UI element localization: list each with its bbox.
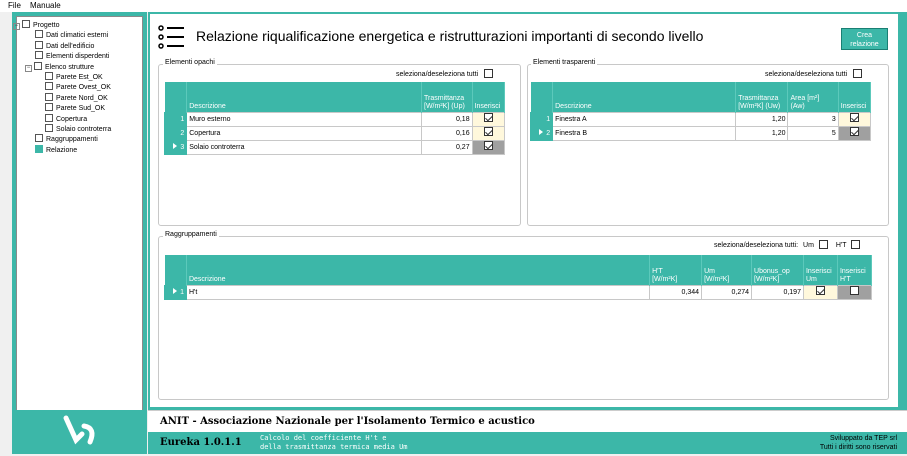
- raggruppamenti-select-all: [714, 240, 860, 249]
- cell-descrizione[interactable]: Solaio controterra: [187, 140, 422, 154]
- tree-checkbox[interactable]: [35, 30, 43, 38]
- cell-descrizione[interactable]: H't: [186, 285, 649, 299]
- cell-inserisci[interactable]: [838, 126, 870, 140]
- tree-item[interactable]: [13, 20, 59, 30]
- tree-item-label: Copertura: [56, 115, 88, 123]
- cell-trasmittanza[interactable]: 1,20: [736, 112, 788, 126]
- current-row-arrow-icon: [539, 129, 543, 135]
- row-header-corner: [531, 82, 553, 112]
- inserisci-ht-checkbox[interactable]: [850, 286, 859, 295]
- association-name: ANIT - Associazione Nazionale per l'Isolamento Termico e acustico: [160, 416, 535, 427]
- trasparenti-select-all-checkbox[interactable]: [853, 69, 862, 78]
- cell-inserisci[interactable]: [838, 112, 870, 126]
- tree-item-label: Elenco strutture: [45, 63, 95, 71]
- tree-checkbox[interactable]: [34, 62, 42, 70]
- col-inserisci: Inserisci: [838, 82, 870, 112]
- col-descrizione: Descrizione: [553, 82, 736, 112]
- select-all-um-checkbox[interactable]: [819, 240, 828, 249]
- cell-inserisci-um[interactable]: [803, 285, 837, 299]
- col-descrizione: Descrizione: [186, 255, 649, 285]
- select-all-um-label: Um: [803, 242, 814, 249]
- opachi-select-all-label: seleziona/deseleziona tutti: [396, 71, 479, 78]
- tree-item-label: Solaio controterra: [56, 126, 112, 133]
- table-row[interactable]: [531, 112, 871, 126]
- inserisci-checkbox[interactable]: [484, 127, 493, 136]
- tree-item[interactable]: [35, 134, 98, 144]
- tree-item-label: Dati dell'edificio: [46, 42, 95, 50]
- tree-checkbox[interactable]: [35, 51, 43, 59]
- trasparenti-select-all-label: seleziona/deseleziona tutti: [765, 71, 848, 78]
- crea-button-line1: Crea: [856, 32, 873, 39]
- tree-checkbox[interactable]: [22, 20, 30, 28]
- trasparenti-select-all[interactable]: [765, 69, 862, 78]
- opachi-select-all[interactable]: [396, 69, 493, 78]
- tree-checkbox[interactable]: [35, 134, 43, 142]
- col-area: Area [m²] (Aw): [788, 82, 838, 112]
- table-row[interactable]: [165, 112, 505, 126]
- tree-item-label: Parete Sud_OK: [56, 105, 106, 113]
- cell-trasmittanza[interactable]: 0,16: [422, 126, 473, 140]
- col-ht: H'T [W/m²K]: [650, 255, 702, 285]
- cell-inserisci[interactable]: [472, 112, 504, 126]
- cell-inserisci-ht[interactable]: [837, 285, 871, 299]
- collapse-icon[interactable]: −: [26, 64, 31, 71]
- col-trasmittanza: Trasmittanza [W/m²K] (Uw): [736, 82, 788, 112]
- tree-checkbox[interactable]: [45, 103, 53, 111]
- select-all-ht-label: H'T: [835, 242, 847, 249]
- cell-inserisci[interactable]: [472, 126, 504, 140]
- left-panel: [12, 12, 147, 410]
- row-header-corner: [165, 82, 187, 112]
- row-number: 2: [531, 126, 553, 140]
- tree-item[interactable]: [45, 124, 111, 134]
- tree-item-label: Progetto: [33, 22, 60, 29]
- tree-item[interactable]: [45, 72, 103, 82]
- tree-item[interactable]: [35, 30, 108, 40]
- current-row-arrow-icon: [173, 143, 177, 149]
- inserisci-checkbox[interactable]: [850, 113, 859, 122]
- select-all-ht-checkbox[interactable]: [851, 240, 860, 249]
- tree-item-label: Parete Ovest_OK: [56, 84, 111, 92]
- col-inserisci-um: Inserisci Um: [803, 255, 837, 285]
- cell-area[interactable]: 5: [788, 126, 838, 140]
- trasparenti-label: Elementi trasparenti: [533, 59, 596, 66]
- cell-descrizione[interactable]: Finestra B: [553, 126, 736, 140]
- inserisci-um-checkbox[interactable]: [816, 286, 825, 295]
- tree-item[interactable]: [45, 114, 87, 124]
- page-title: Relazione riqualificazione energetica e ristrutturazioni importanti di secondo livello: [196, 28, 704, 44]
- cell-um[interactable]: 0,274: [702, 285, 752, 299]
- col-descrizione: Descrizione: [187, 82, 422, 112]
- table-row[interactable]: [165, 126, 505, 140]
- col-inserisci-ht: Inserisci H'T: [837, 255, 871, 285]
- table-row[interactable]: [165, 285, 872, 299]
- current-row-arrow-icon: [173, 288, 177, 294]
- menu-bar: [0, 0, 907, 12]
- project-tree: [16, 16, 143, 420]
- tree-checkbox[interactable]: [35, 41, 43, 49]
- row-number: 3: [165, 140, 187, 154]
- tree-item[interactable]: [45, 103, 105, 113]
- col-inserisci: Inserisci: [472, 82, 504, 112]
- row-number: 2: [165, 126, 187, 140]
- opachi-label: Elementi opachi: [165, 59, 215, 66]
- tree-item[interactable]: [45, 82, 111, 92]
- opachi-table: [164, 82, 505, 155]
- tree-item-label: Elementi disperdenti: [46, 53, 110, 61]
- tree-item[interactable]: [45, 93, 108, 103]
- crea-button-line2: relazione: [850, 41, 879, 48]
- col-um: Um [W/m²K]: [702, 255, 752, 285]
- tree-item[interactable]: [35, 145, 77, 155]
- inserisci-checkbox[interactable]: [484, 113, 493, 122]
- table-row[interactable]: [165, 140, 505, 154]
- menu-manuale[interactable]: Manuale: [30, 1, 61, 10]
- footer-bar: [148, 432, 907, 454]
- tree-checkbox[interactable]: [45, 93, 53, 101]
- footer-association: [148, 410, 907, 432]
- collapse-icon[interactable]: −: [14, 23, 19, 29]
- cell-trasmittanza[interactable]: 0,18: [422, 112, 473, 126]
- credits: Sviluppato da TEP srl Tutti i diritti sono riservati: [819, 435, 897, 451]
- row-number: 1: [165, 285, 187, 299]
- tree-checkbox[interactable]: [35, 145, 43, 153]
- anit-logo: [12, 410, 147, 454]
- inserisci-checkbox[interactable]: [484, 141, 493, 150]
- tree-item-label: Relazione: [46, 146, 78, 154]
- raggruppamenti-select-all-label: seleziona/deseleziona tutti:: [714, 242, 799, 249]
- cell-trasmittanza[interactable]: 0,27: [422, 140, 473, 154]
- tree-item-label: Parete Nord_OK: [56, 94, 108, 102]
- inserisci-checkbox[interactable]: [850, 127, 859, 136]
- tree-item-label: Dati climatici esterni: [46, 32, 109, 40]
- version-label: Eureka 1.0.1.1: [160, 437, 242, 448]
- row-number: 1: [165, 112, 187, 126]
- cell-descrizione[interactable]: Muro esterno: [187, 112, 422, 126]
- menu-file[interactable]: File: [8, 1, 21, 10]
- app-description: Calcolo del coefficiente H't e della trasmittanza termica media Um: [260, 434, 408, 451]
- tree-item[interactable]: [35, 51, 109, 61]
- trasparenti-table: [530, 82, 871, 141]
- tree-item-label: Raggruppamenti: [46, 136, 98, 144]
- cell-trasmittanza[interactable]: 1,20: [736, 126, 788, 140]
- tree-checkbox[interactable]: [45, 114, 53, 122]
- cell-descrizione[interactable]: Copertura: [187, 126, 422, 140]
- tree-item[interactable]: [25, 62, 94, 72]
- tree-item-label: Parete Est_OK: [56, 74, 103, 81]
- opachi-select-all-checkbox[interactable]: [484, 69, 493, 78]
- raggruppamenti-label: Raggruppamenti: [165, 231, 217, 238]
- cell-ht[interactable]: 0,344: [650, 285, 702, 299]
- list-icon: [158, 24, 186, 50]
- tree-checkbox[interactable]: [45, 82, 53, 90]
- tree-item[interactable]: [35, 41, 94, 51]
- row-header-corner: [165, 255, 187, 285]
- raggruppamenti-table: [164, 255, 872, 300]
- cell-ubonus[interactable]: 0,197: [752, 285, 804, 299]
- col-trasmittanza: Trasmittanza [W/m²K] (Up): [422, 82, 473, 112]
- tree-checkbox[interactable]: [45, 124, 53, 132]
- col-ubonus: Ubonus_op [W/m²K]: [752, 255, 804, 285]
- crea-relazione-button[interactable]: [841, 28, 888, 50]
- cell-area[interactable]: 3: [788, 112, 838, 126]
- table-row[interactable]: [531, 126, 871, 140]
- row-number: 1: [531, 112, 553, 126]
- cell-inserisci[interactable]: [472, 140, 504, 154]
- cell-descrizione[interactable]: Finestra A: [553, 112, 736, 126]
- tree-checkbox[interactable]: [45, 72, 53, 80]
